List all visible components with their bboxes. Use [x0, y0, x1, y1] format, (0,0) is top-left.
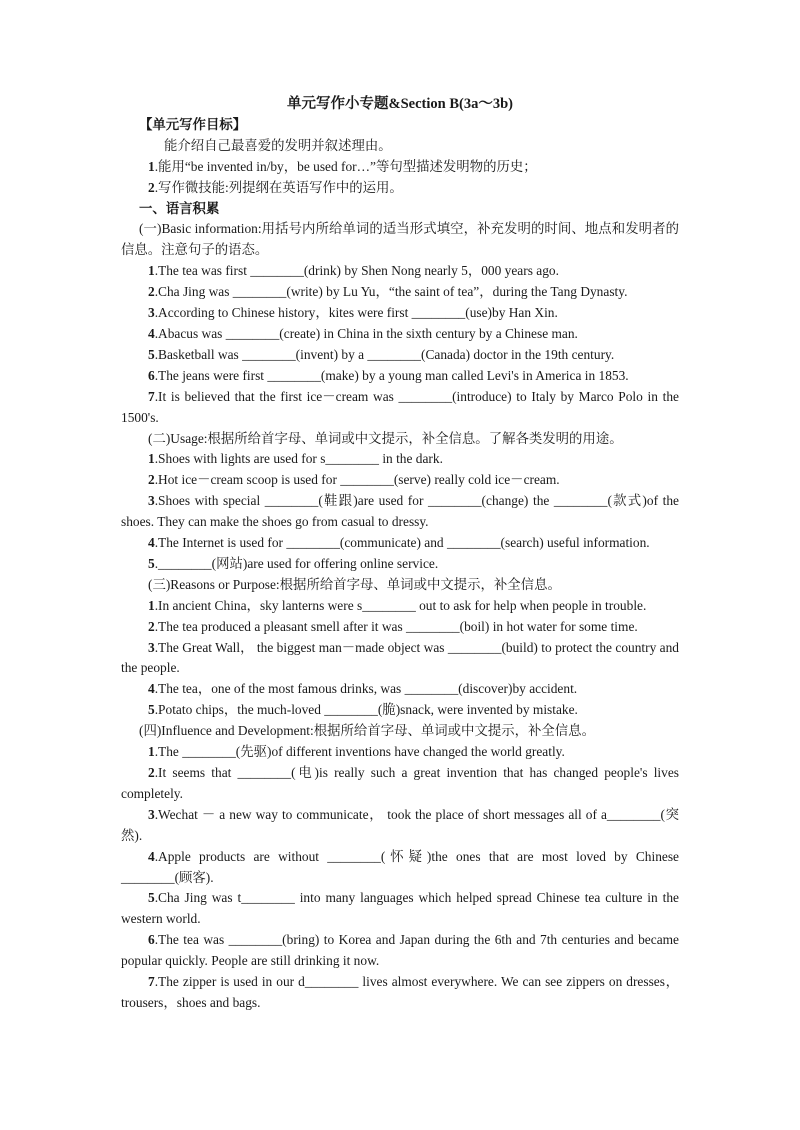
item-number: 2: [148, 179, 155, 195]
question-item: [121, 972, 679, 1014]
item-text: .The Great Wall， the biggest man－made object was ________(build) to protect the country and the people.: [121, 639, 679, 676]
goal-item: [121, 178, 679, 199]
question-item: [121, 596, 679, 617]
item-text: .The jeans were first ________(make) by a young man called Levi's in America in 1853.: [154, 367, 629, 383]
question-item: [121, 261, 679, 282]
item-text: .Potato chips，the much-loved ________(脆)snack, were invented by mistake.: [154, 702, 578, 718]
item-number: 5: [148, 702, 155, 718]
item-text: .Hot ice－cream scoop is used for ________(serve) really cold ice－cream.: [154, 472, 560, 488]
item-number: 2: [148, 472, 155, 488]
item-number: 6: [148, 367, 155, 383]
section-heading: 一、语言积累: [139, 200, 220, 216]
item-number: 1: [148, 158, 155, 174]
question-item: [121, 888, 679, 930]
item-number: 2: [148, 618, 155, 634]
item-text: .The tea produced a pleasant smell after it was ________(boil) in hot water for some time.: [154, 618, 638, 634]
question-item: [121, 324, 679, 345]
item-number: 4: [148, 848, 155, 864]
question-item: [121, 282, 679, 303]
item-number: 3: [148, 493, 155, 509]
item-text: .According to Chinese history，kites were first ________(use)by Han Xin.: [154, 305, 558, 321]
document-page: [121, 94, 679, 1014]
question-item: [121, 805, 679, 847]
part-heading: (四)Influence and Development:根据所给首字母、单词或中文提示，补全信息。: [139, 723, 595, 739]
item-text: .Apple products are without ________(怀疑)the ones that are most loved by Chinese ________(顾客).: [121, 848, 679, 885]
item-number: 4: [148, 325, 155, 341]
part-heading: (二)Usage:根据所给首字母、单词或中文提示，补全信息。了解各类发明的用途。: [148, 430, 623, 446]
item-text: .Basketball was ________(invent) by a ________(Canada) doctor in the 19th century.: [154, 346, 615, 362]
question-item: [121, 742, 679, 763]
item-number: 1: [148, 744, 155, 760]
question-item: [121, 366, 679, 387]
item-text: .The tea，one of the most famous drinks, was ________(discover)by accident.: [154, 681, 578, 697]
item-number: 3: [148, 639, 155, 655]
question-item: [121, 700, 679, 721]
item-text: .The tea was first ________(drink) by Shen Nong nearly 5，000 years ago.: [154, 263, 559, 279]
item-text: .Shoes with special ________(鞋跟)are used for ________(change) the ________(款式)of the shoes. They can make the shoes go from casual to dressy.: [121, 493, 679, 530]
item-number: 3: [148, 806, 155, 822]
item-text: .Abacus was ________(create) in China in the sixth century by a Chinese man.: [154, 325, 578, 341]
item-number: 1: [148, 451, 155, 467]
item-text: .Wechat － a new way to communicate， took the place of short messages all of a________(突然).: [121, 806, 679, 843]
item-number: 2: [148, 765, 155, 780]
question-item: [121, 679, 679, 700]
question-item: [121, 617, 679, 638]
item-text: .Cha Jing was t________ into many languages which helped spread Chinese tea culture in the western world.: [121, 890, 679, 927]
question-item: [121, 763, 679, 805]
item-text: .Cha Jing was ________(write) by Lu Yu，“the saint of tea”，during the Tang Dynasty.: [154, 284, 628, 300]
question-item: [121, 930, 679, 972]
goal-item: [121, 157, 679, 178]
item-text: .The tea was ________(bring) to Korea and Japan during the 6th and 7th centuries and became popular quickly. People are still drinking it now.: [121, 932, 679, 969]
item-text: .The Internet is used for ________(communicate) and ________(search) useful information.: [154, 535, 650, 551]
question-item: [121, 847, 679, 889]
item-text: .________(网站)are used for offering online service.: [154, 555, 439, 571]
item-text: .能用“be invented in/by，be used for…”等句型描述发明物的历史；: [154, 158, 537, 174]
item-number: 4: [148, 535, 155, 551]
item-text: .Shoes with lights are used for s________ in the dark.: [154, 451, 443, 467]
item-text: .It seems that ________(电)is really such a great invention that has changed people's lives completely.: [121, 765, 679, 801]
question-item: [121, 387, 679, 429]
item-text: .It is believed that the first ice－cream was ________(introduce) to Italy by Marco Polo in the 1500's.: [121, 388, 679, 425]
page-title: 单元写作小专题&Section B(3a～3b): [287, 96, 513, 112]
item-number: 5: [148, 346, 155, 362]
item-number: 5: [148, 890, 155, 906]
question-item: [121, 449, 679, 470]
goal-heading: 【单元写作目标】: [139, 116, 247, 132]
item-number: 2: [148, 284, 155, 300]
item-number: 1: [148, 597, 155, 613]
question-item: [121, 303, 679, 324]
item-number: 6: [148, 932, 155, 948]
part-heading: (一)Basic information:用括号内所给单词的适当形式填空，补充发明的时间、地点和发明者的信息。注意句子的语态。: [121, 221, 679, 258]
item-text: .The zipper is used in our d________ lives almost everywhere. We can see zippers on dresses，trousers，shoes and bags.: [121, 974, 679, 1010]
question-item: [121, 491, 679, 533]
item-text: .The ________(先驱)of different inventions have changed the world greatly.: [154, 744, 565, 760]
item-number: 7: [148, 974, 155, 990]
item-number: 4: [148, 681, 155, 697]
goal-intro: 能介绍自己最喜爱的发明并叙述理由。: [164, 137, 392, 153]
question-item: [121, 638, 679, 680]
item-text: .写作微技能:列提纲在英语写作中的运用。: [154, 179, 403, 195]
question-item: [121, 533, 679, 554]
item-number: 7: [148, 388, 155, 404]
part-heading: (三)Reasons or Purpose:根据所给首字母、单词或中文提示，补全信息。: [148, 576, 561, 592]
item-number: 3: [148, 305, 155, 321]
question-item: [121, 554, 679, 575]
question-item: [121, 345, 679, 366]
question-item: [121, 470, 679, 491]
item-number: 1: [148, 263, 155, 279]
item-number: 5: [148, 555, 155, 571]
item-text: .In ancient China，sky lanterns were s________ out to ask for help when people in trouble.: [154, 597, 647, 613]
